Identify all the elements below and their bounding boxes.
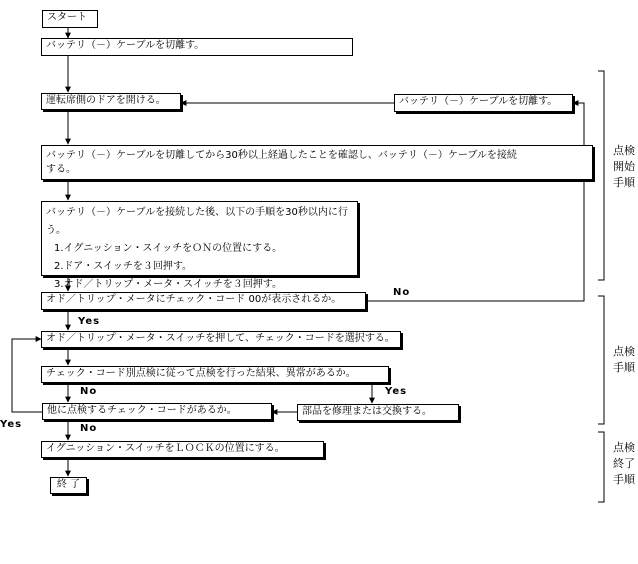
label-no-result: No xyxy=(80,386,98,397)
other-code-box: 他に点検するチェック・コードがあるか。 xyxy=(42,403,272,420)
label-no-display: No xyxy=(393,287,411,298)
inspection-result-box: チェック・コード別点検に従って点検を行った結果、異常があるか。 xyxy=(41,366,389,383)
label-yes-result: Yes xyxy=(385,386,408,397)
repair-replace-box: 部品を修理または交換する。 xyxy=(297,404,459,421)
end-box: 終 了 xyxy=(50,477,87,494)
disconnect-battery-again-box: バッテリ（－）ケーブルを切離す。 xyxy=(394,94,573,112)
step-1: 1.イグニッション・スイッチをＯＮの位置にする。 xyxy=(54,243,283,254)
bracket-end-procedure xyxy=(598,432,604,502)
start-box: スタート xyxy=(42,10,98,28)
disconnect-battery-box: バッテリ（－）ケーブルを切離す。 xyxy=(41,38,353,56)
section-end-procedure: 点検終了手順 xyxy=(613,441,635,486)
step-2: 2.ドア・スイッチを３回押す。 xyxy=(54,261,193,272)
open-door-box: 運転席側のドアを開ける。 xyxy=(41,93,181,110)
section-check-procedure: 点検手順 xyxy=(613,345,635,374)
wait-30s-line-2: する。 xyxy=(46,164,76,175)
connector-other-yes-loop xyxy=(12,339,42,412)
ignition-lock-box: イグニッション・スイッチをＬＯＣＫの位置にする。 xyxy=(41,441,324,458)
step-3: 3.オド／トリップ・メータ・スイッチを３回押す。 xyxy=(54,279,282,290)
label-yes-display: Yes xyxy=(78,316,101,327)
section-start-procedure: 点検開始手順 xyxy=(613,144,635,189)
wait-30s-box xyxy=(41,145,593,180)
label-yes-other: Yes xyxy=(0,419,23,430)
select-check-code-box: オド／トリップ・メータ・スイッチを押して、チェック・コードを選択する。 xyxy=(41,331,401,348)
connector-display-no-loop xyxy=(366,103,584,301)
steps-intro: バッテリ（－）ケーブルを接続した後、以下の手順を30秒以内に行う。 xyxy=(46,207,348,236)
label-no-other: No xyxy=(80,423,98,434)
wait-30s-line-1: バッテリ（－）ケーブルを切離してから30秒以上経過したことを確認し、バッテリ（－）ケーブルを接続 xyxy=(46,150,517,161)
reconnect-steps-box xyxy=(41,201,358,290)
check-code-display-box: オド／トリップ・メータにチェック・コード 00が表示されるか。 xyxy=(41,292,366,310)
bracket-start-procedure xyxy=(598,71,604,280)
bracket-check-procedure xyxy=(598,296,604,424)
